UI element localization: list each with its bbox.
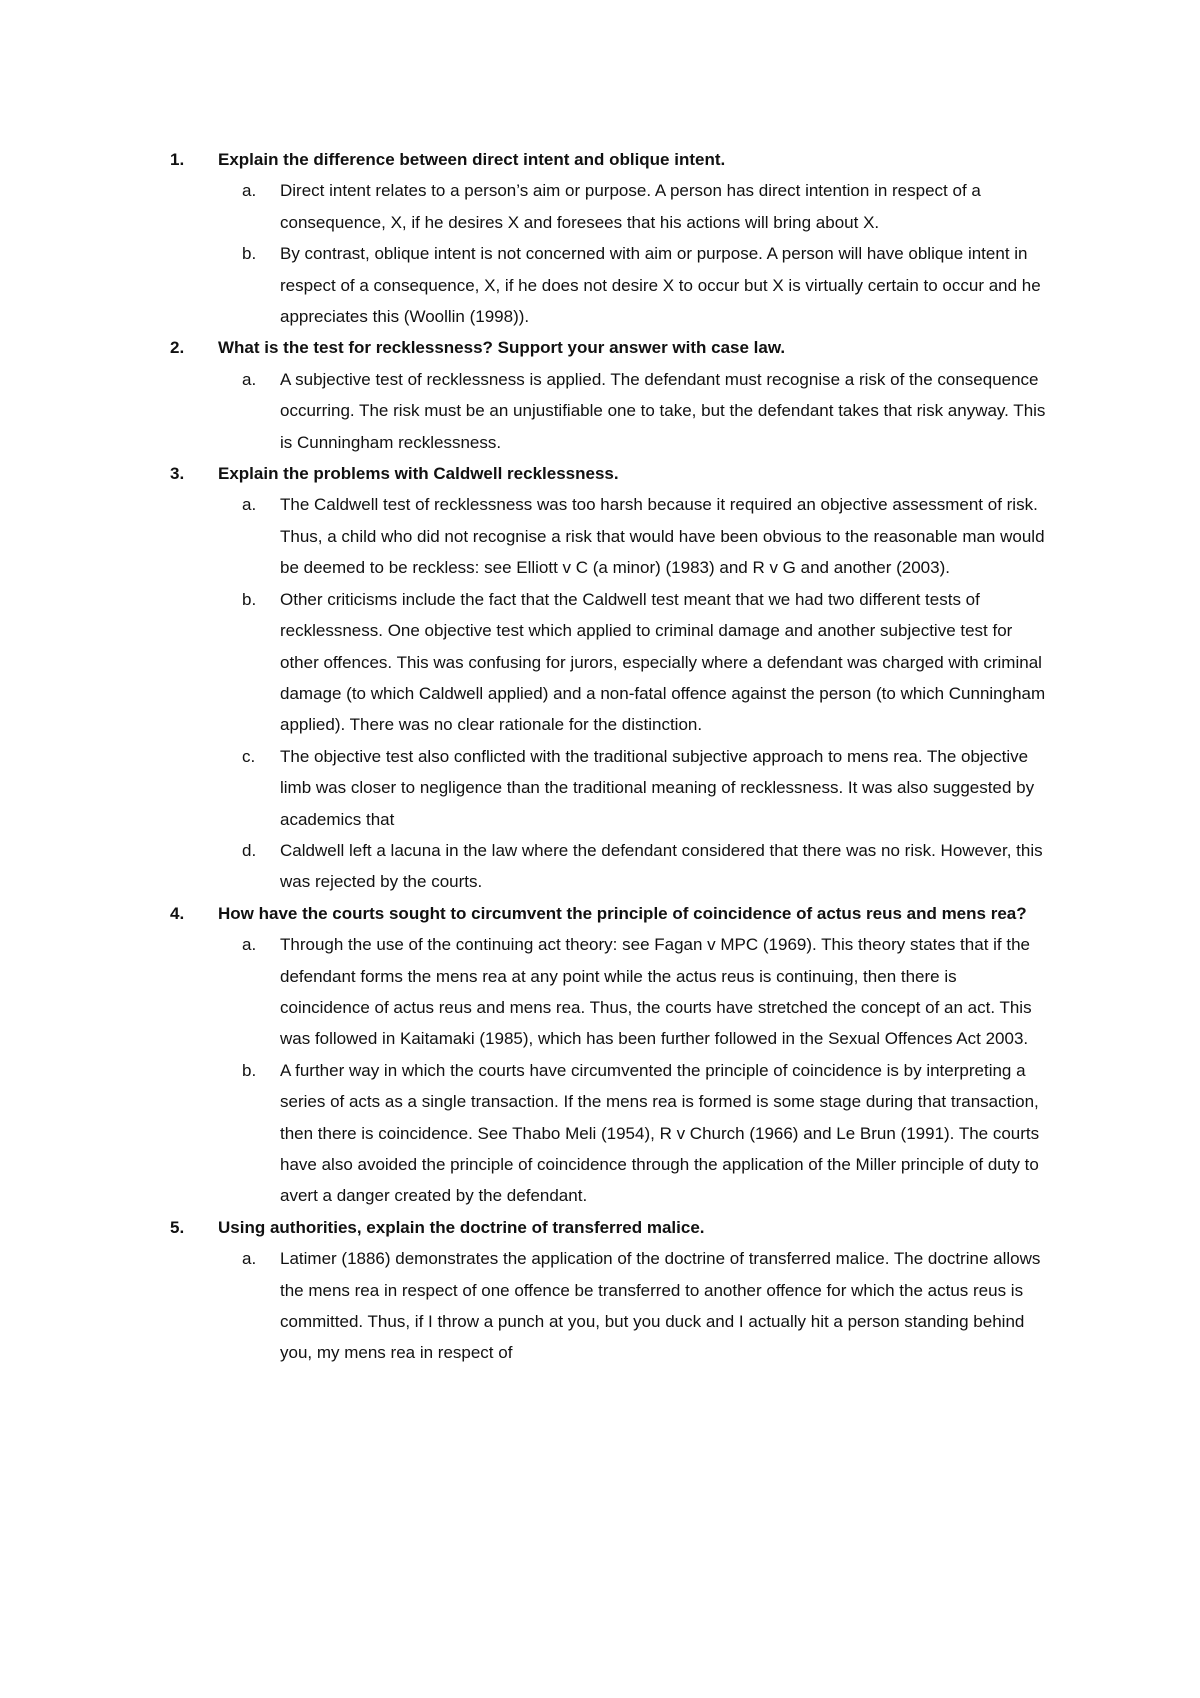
- answer-text: By contrast, oblique intent is not concerned with aim or purpose. A person will have oblique intent in respect of a consequence, X, if he does not desire X to occur but X is virtually certain to occur and he appreciates this (Woollin (1998)).: [280, 244, 1041, 327]
- answer-4b: [242, 1055, 1070, 1212]
- question-text: How have the courts sought to circumvent the principle of coincidence of actus reus and mens rea?: [218, 903, 1027, 923]
- answer-3a: [242, 489, 1070, 583]
- answer-text: Caldwell left a lacuna in the law where the defendant considered that there was no risk. However, this was rejected by the courts.: [280, 840, 1043, 892]
- answer-text: Other criticisms include the fact that the Caldwell test meant that we had two different tests of recklessness. One objective test which applied to criminal damage and another subjective test for other offences. This was confusing for jurors, especially where a defendant was charged with criminal damage (to which Caldwell applied) and a non-fatal offence against the person (to which Cunningham applied). There was no clear rationale for the distinction.: [280, 589, 1046, 735]
- answer-text: Direct intent relates to a person’s aim or purpose. A person has direct intention in respect of a consequence, X, if he desires X and foresees that his actions will bring about X.: [280, 181, 981, 232]
- question-5: [170, 1212, 1070, 1243]
- question-text: Using authorities, explain the doctrine of transferred malice.: [218, 1217, 705, 1237]
- answer-3c: [242, 741, 1070, 835]
- answer-4a: [242, 929, 1070, 1055]
- answer-1a: [242, 175, 1070, 238]
- answer-letter: a.: [242, 935, 257, 955]
- question-number: 1.: [170, 150, 185, 169]
- answer-letter: a.: [242, 1249, 257, 1269]
- answer-letter: a.: [242, 181, 257, 201]
- answer-letter: b.: [242, 589, 257, 609]
- answer-text: Through the use of the continuing act theory: see Fagan v MPC (1969). This theory states that if the defendant forms the mens rea at any point while the actus reus is continuing, then there is coincidence of actus reus and mens rea. Thus, the courts have stretched the concept of an act. This was followed in Kaitamaki (1985), which has been further followed in the Sexual Offences Act 2003.: [280, 935, 1032, 1049]
- question-2: [170, 332, 1070, 363]
- answer-text: A further way in which the courts have circumvented the principle of coincidence is by interpreting a series of acts as a single transaction. If the mens rea is formed is some stage during that transaction, then there is coincidence. See Thabo Meli (1954), R v Church (1966) and Le Brun (1991). The courts have also avoided the principle of coincidence through the application of the Miller principle of duty to avert a danger created by the defendant.: [280, 1060, 1040, 1206]
- answer-text: Latimer (1886) demonstrates the application of the doctrine of transferred malice. The doctrine allows the mens rea in respect of one offence be transferred to another offence for which the actus reus is committed. Thus, if I throw a punch at you, but you duck and I actually hit a person standing behind you, my mens rea in respect of: [280, 1249, 1041, 1363]
- question-3: [170, 458, 1070, 489]
- answer-letter: b.: [242, 1060, 257, 1080]
- answer-3d: [242, 835, 1070, 898]
- answer-letter: a.: [242, 369, 257, 389]
- answer-5a: [242, 1243, 1070, 1369]
- answer-letter: d.: [242, 840, 257, 860]
- answer-text: A subjective test of recklessness is applied. The defendant must recognise a risk of the consequence occurring. The risk must be an unjustifiable one to take, but the defendant takes that risk anyway. This is Cunningham recklessness.: [280, 369, 1046, 452]
- answer-2a: [242, 364, 1070, 458]
- question-1: [170, 144, 1070, 175]
- question-list: [170, 144, 1070, 1369]
- answer-1b: [242, 238, 1070, 332]
- question-number: 3.: [170, 464, 185, 484]
- question-number: 5.: [170, 1217, 185, 1237]
- answer-text: The objective test also conflicted with the traditional subjective approach to mens rea. The objective limb was closer to negligence than the traditional meaning of recklessness. It was also suggested by academics that: [280, 746, 1035, 829]
- answer-3b: [242, 584, 1070, 741]
- answer-text: The Caldwell test of recklessness was too harsh because it required an objective assessment of risk. Thus, a child who did not recognise a risk that would have been obvious to the reasonable man would be deemed to be reckless: see Elliott v C (a minor) (1983) and R v G and another (2003).: [280, 495, 1045, 578]
- question-number: 4.: [170, 903, 185, 923]
- question-number: 2.: [170, 338, 185, 358]
- question-4: [170, 898, 1070, 929]
- answer-letter: a.: [242, 495, 257, 515]
- question-text: What is the test for recklessness? Support your answer with case law.: [218, 338, 786, 358]
- question-text: Explain the problems with Caldwell recklessness.: [218, 464, 619, 484]
- answer-letter: c.: [242, 746, 256, 766]
- answer-letter: b.: [242, 244, 257, 264]
- question-text: Explain the difference between direct intent and oblique intent.: [218, 150, 726, 169]
